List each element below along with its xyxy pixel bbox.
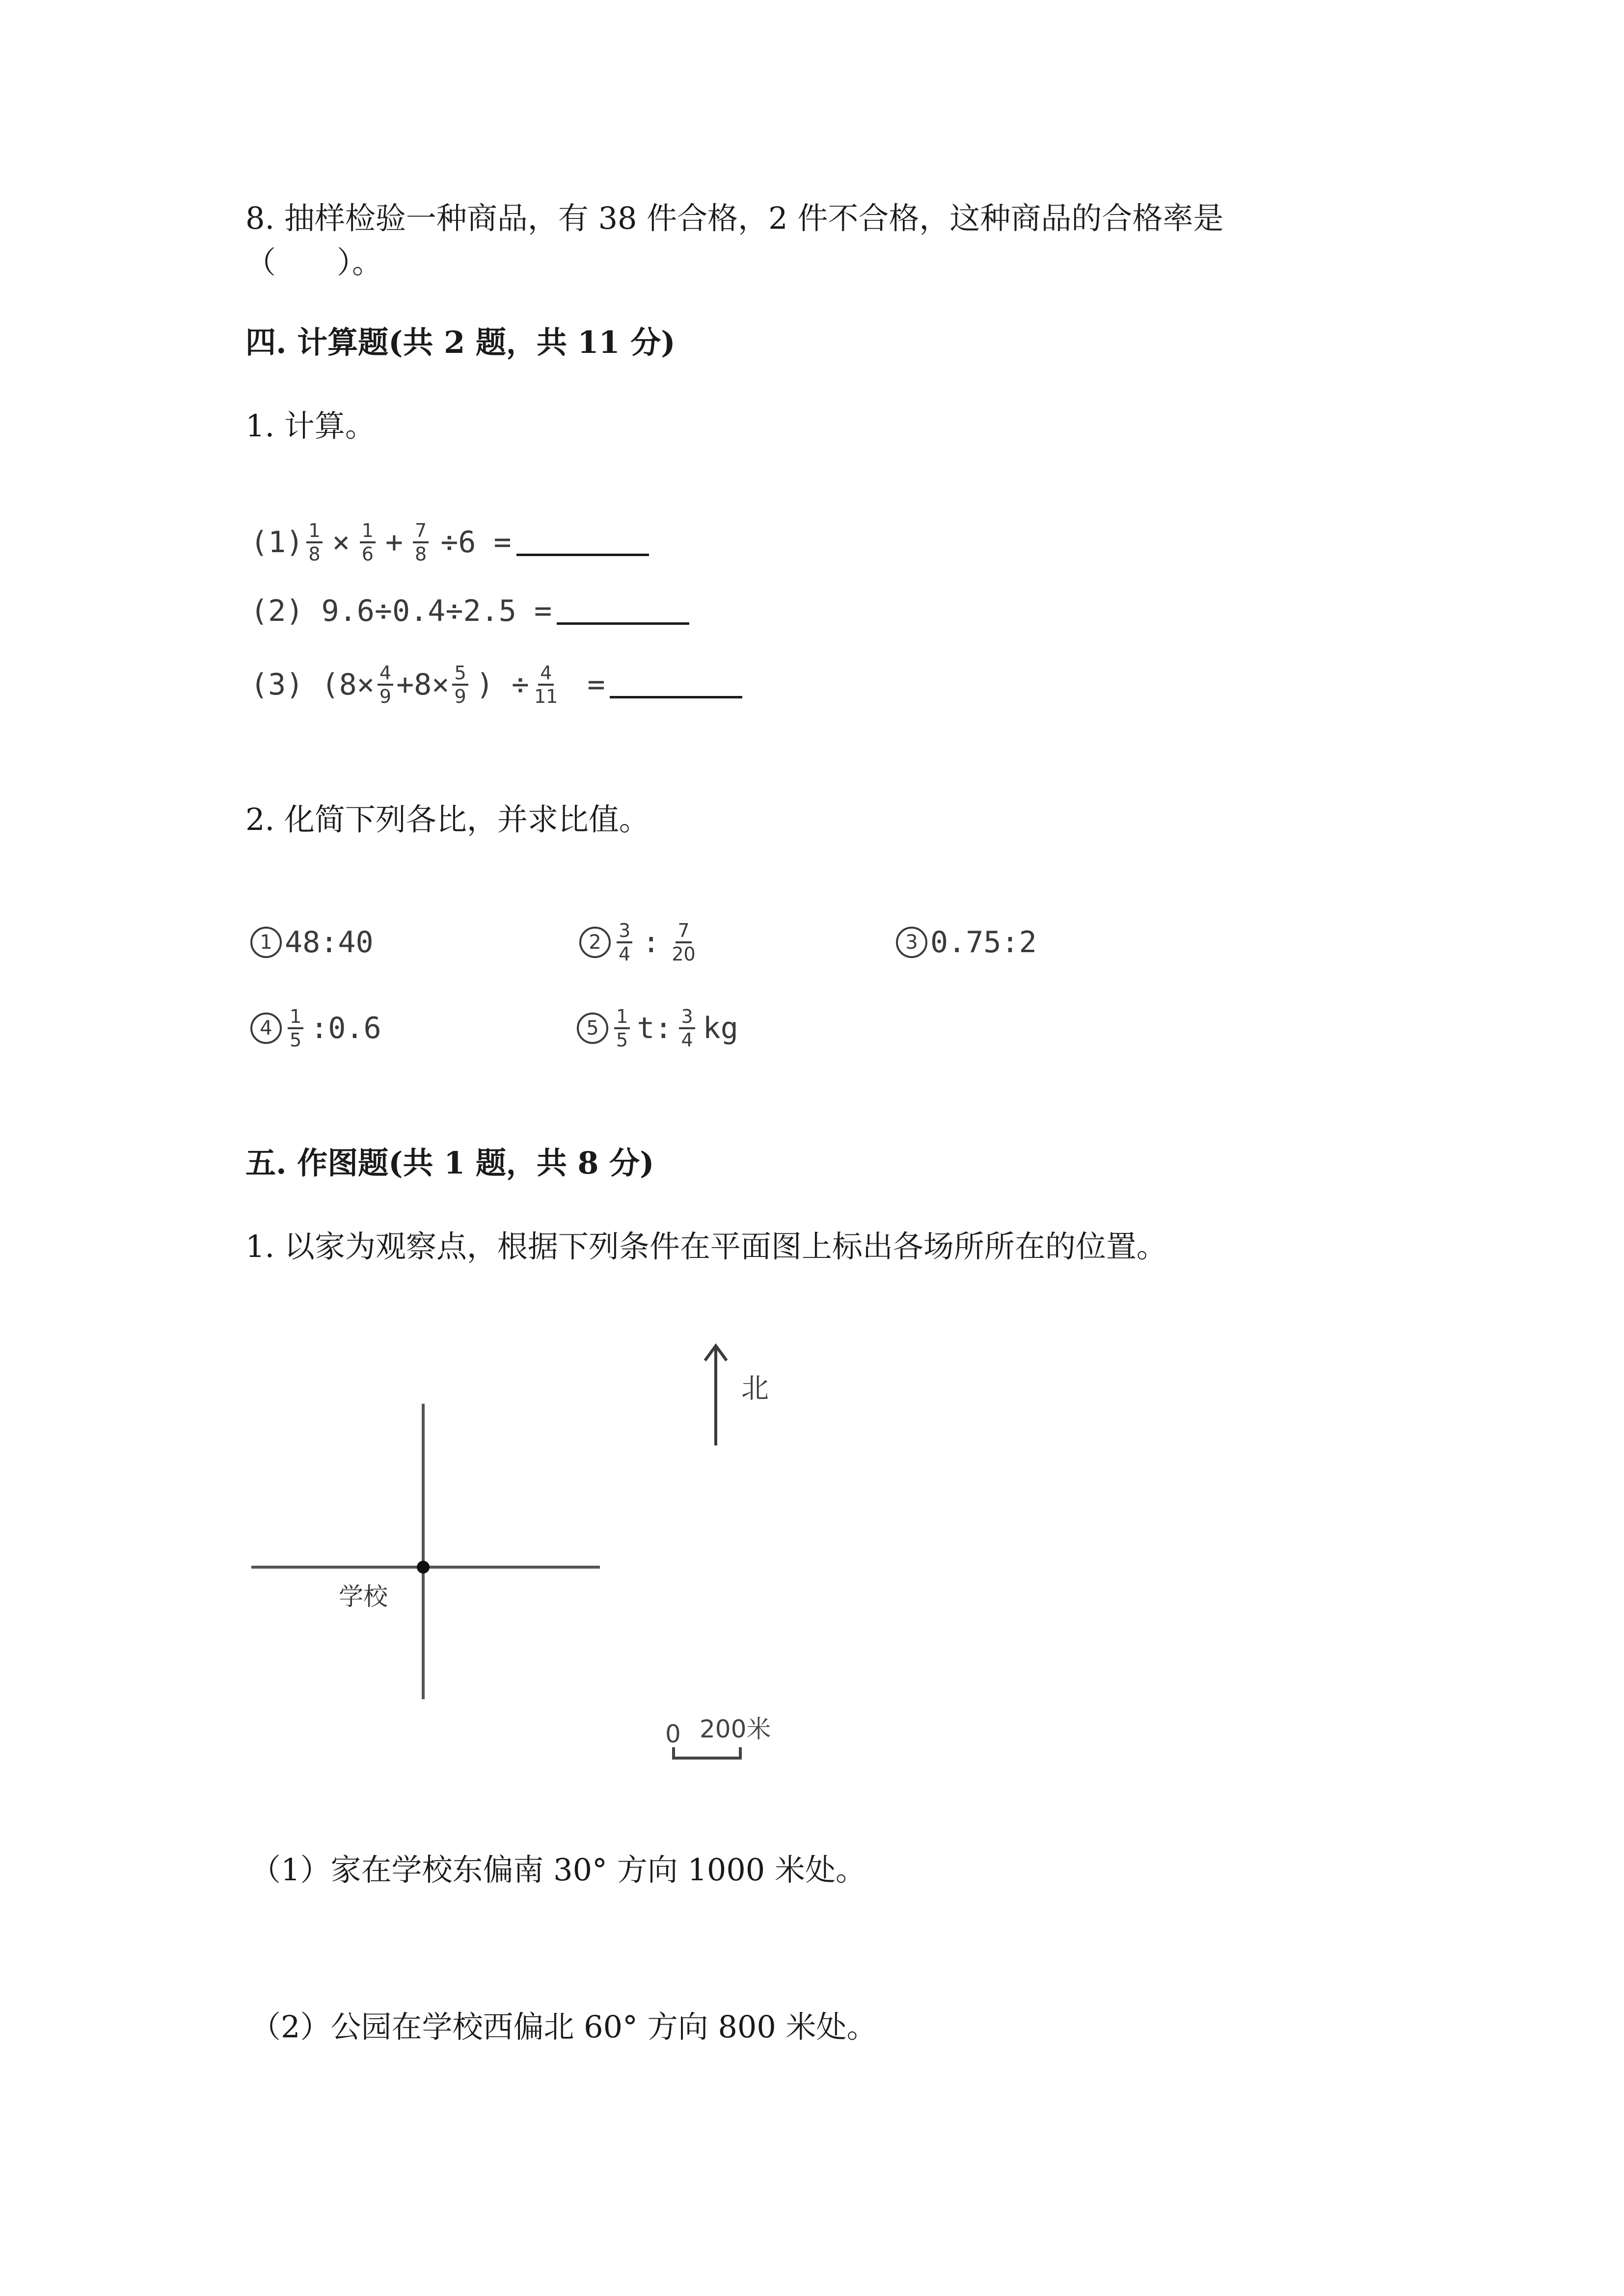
fraction: $\frac{5}{9}$	[452, 662, 468, 707]
ratio-question-2-prompt: 2. 化简下列各比，并求比值。	[245, 801, 650, 837]
fraction: $\frac{4}{9}$	[378, 662, 393, 707]
condition-2: （2）公园在学校西偏北 60° 方向 800 米处。	[250, 2009, 877, 2045]
north-arrow-icon	[705, 1346, 727, 1445]
calc-item-3-mid: +8×	[396, 667, 450, 702]
circled-number: 5	[577, 1013, 608, 1044]
ratio-item-1-text: 48:40	[285, 925, 374, 960]
ratio-separator: :	[642, 925, 660, 960]
school-label: 学校	[339, 1582, 388, 1611]
calc-item-3-close: ) ÷	[476, 667, 529, 702]
operator: +	[385, 525, 403, 560]
section-5-title: 五. 作图题(共 1 题，共 8 分)	[245, 1145, 654, 1181]
scale-bar	[674, 1747, 740, 1758]
ratio-item-3-text: 0.75:2	[930, 925, 1037, 960]
calc-item-1-label: (1)	[250, 525, 304, 560]
fraction: $\frac{3}{4}$	[679, 1006, 695, 1051]
fraction: $\frac{1}{5}$	[614, 1006, 630, 1051]
question-8-line1: 8. 抽样检验一种商品，有 38 件合格，2 件不合格，这种商品的合格率是	[245, 200, 1224, 236]
scale-label: 200米	[700, 1715, 771, 1743]
fraction: $\frac{7}{20}$	[672, 920, 696, 965]
fraction: $\frac{7}{8}$	[413, 520, 429, 565]
condition-1: （1）家在学校东偏南 30° 方向 1000 米处。	[250, 1852, 866, 1888]
fraction: $\frac{1}{5}$	[288, 1006, 303, 1051]
circled-number: 2	[579, 927, 611, 958]
calc-question-1-prompt: 1. 计算。	[245, 408, 376, 444]
north-label: 北	[741, 1373, 769, 1405]
circled-number: 3	[896, 927, 927, 958]
ratio-item-5-tail: kg	[703, 1011, 738, 1045]
operator: ×	[332, 525, 350, 560]
calc-item-2-text: (2) 9.6÷0.4÷2.5 =	[250, 594, 552, 628]
ratio-item-4-tail: :0.6	[310, 1011, 381, 1045]
fraction: $\frac{1}{8}$	[306, 520, 322, 565]
circled-number: 4	[250, 1013, 282, 1044]
calc-item-1-tail: ÷6 =	[440, 525, 512, 560]
section-4-title: 四. 计算题(共 2 题，共 11 分)	[245, 324, 676, 360]
circled-number: 1	[250, 927, 282, 958]
question-8-answer-blank: （ ）。	[245, 244, 383, 280]
fraction: $\frac{3}{4}$	[617, 920, 632, 965]
scale-zero-label: 0	[665, 1720, 681, 1748]
drawing-question-1-prompt: 1. 以家为观察点，根据下列条件在平面图上标出各场所所在的位置。	[245, 1228, 1167, 1264]
school-point[interactable]	[417, 1561, 430, 1574]
fraction: $\frac{4}{11}$	[534, 662, 558, 707]
calc-item-3-label: (3) (8×	[250, 667, 375, 702]
fraction: $\frac{1}{6}$	[360, 520, 376, 565]
ratio-item-5-mid: t:	[637, 1011, 673, 1045]
calc-item-3-tail: =	[587, 667, 605, 702]
